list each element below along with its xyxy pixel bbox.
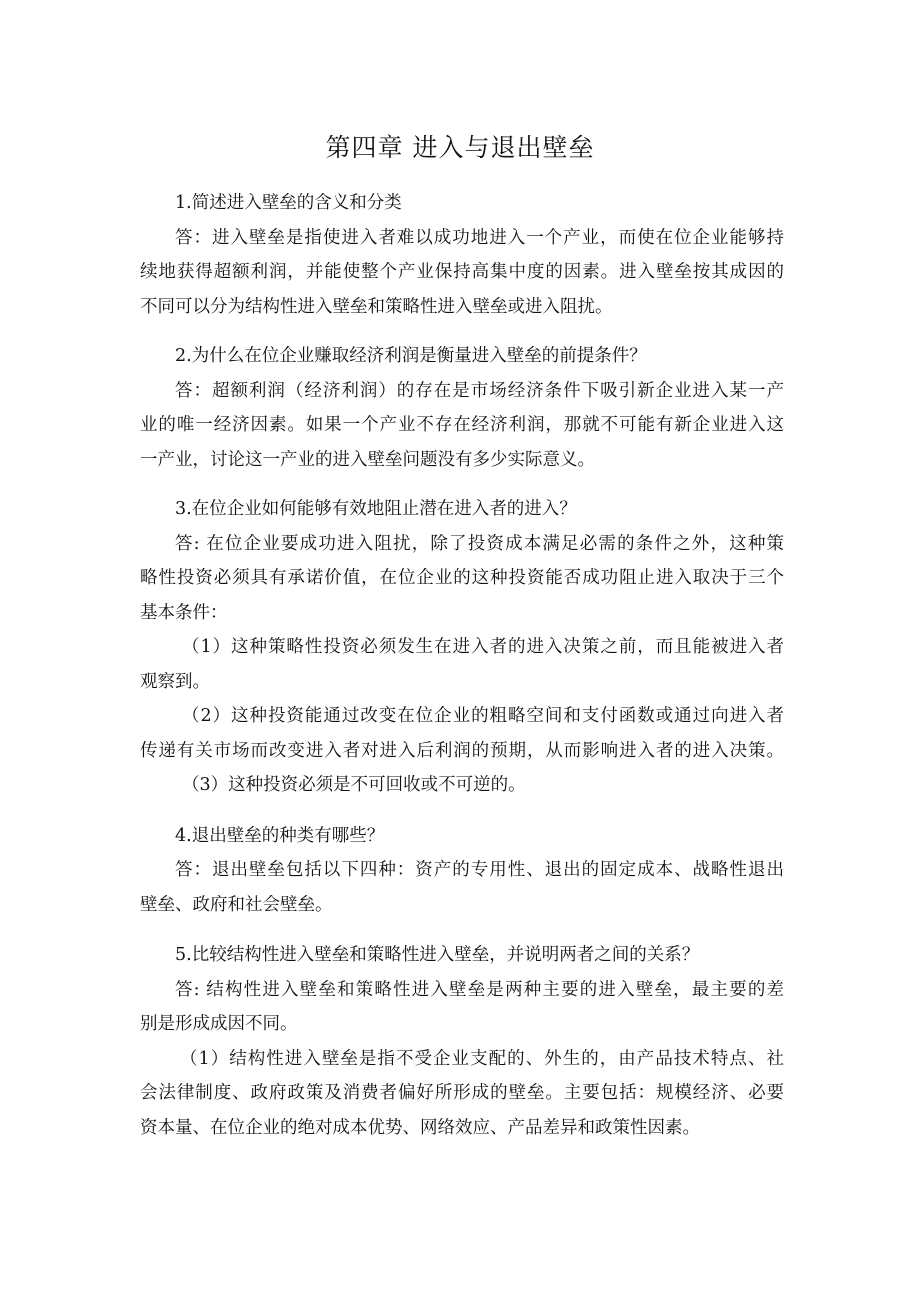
answer-3-point-1: 观察到。 [140, 671, 210, 692]
answer-1-line: 续地获得超额利润，并能使整个产业保持高集中度的因素。进入壁垒按其成因的 [140, 262, 784, 282]
qa-section-2 [140, 339, 784, 477]
qa-section-3 [140, 492, 784, 803]
answer-3-line: 答: 在位企业要成功进入阻扰，除了投资成本满足必需的条件之外，这种策 [175, 533, 784, 554]
section-spacer [140, 477, 784, 492]
qa-section-1 [140, 186, 784, 324]
answer-2-line: 业的唯一经济因素。如果一个产业不存在经济利润，那就不可能有新企业进入这 [140, 415, 784, 435]
section-spacer [140, 324, 784, 339]
qa-section-4 [140, 819, 784, 923]
document-body [140, 186, 784, 1145]
answer-1-line: 答：进入壁垒是指使进入者难以成功地进入一个产业，而使在位企业能够持 [175, 227, 784, 248]
answer-2-line: 答：超额利润（经济利润）的存在是市场经济条件下吸引新企业进入某一产 [175, 380, 784, 401]
answer-5-point-1: （1）结构性进入壁垒是指不受企业支配的、外生的，由产品技术特点、社 [180, 1048, 784, 1069]
answer-3-point-2: （2）这种投资能通过改变在位企业的粗略空间和支付函数或通过向进入者 [182, 706, 784, 726]
answer-3-line: 略性投资必须具有承诺价值，在位企业的这种投资能否成功阻止进入取决于三个 [140, 568, 784, 588]
answer-1-line: 不同可以分为结构性进入壁垒和策略性进入壁垒或进入阻扰。 [140, 296, 613, 317]
section-spacer [140, 803, 784, 819]
answer-4-line: 壁垒、政府和社会壁垒。 [140, 894, 333, 915]
question-3: 3.在位企业如何能够有效地阻止潜在进入者的进入？ [175, 499, 577, 519]
chapter-title: 第四章 进入与退出壁垒 [325, 133, 595, 162]
answer-3-point-3: （3）这种投资必须是不可回收或不可逆的。 [182, 775, 526, 795]
answer-3-point-1: （1）这种策略性投资必须发生在进入者的进入决策之前，而且能被进入者 [182, 637, 784, 657]
answer-3-point-2: 传递有关市场而改变进入者对进入后利润的预期，从而影响进入者的进入决策。 [140, 740, 784, 761]
answer-2-line: 一产业，讨论这一产业的进入壁垒问题没有多少实际意义。 [140, 449, 595, 470]
section-spacer [140, 922, 784, 938]
answer-5-line: 答: 结构性进入壁垒和策略性进入壁垒是两种主要的进入壁垒，最主要的差 [175, 979, 784, 1000]
answer-5-point-1: 会法律制度、政府政策及消费者偏好所形成的壁垒。主要包括：规模经济、必要 [140, 1083, 784, 1103]
question-4: 4.退出壁垒的种类有哪些？ [175, 825, 385, 846]
question-1: 1.简述进入壁垒的含义和分类 [175, 193, 402, 213]
question-5: 5.比较结构性进入壁垒和策略性进入壁垒，并说明两者之间的关系？ [175, 945, 700, 965]
answer-5-point-1: 资本量、在位企业的绝对成本优势、网络效应、产品差异和政策性因素。 [140, 1117, 700, 1138]
answer-5-line: 别是形成成因不同。 [140, 1014, 298, 1034]
question-2: 2.为什么在位企业赚取经济利润是衡量进入壁垒的前提条件？ [175, 346, 647, 366]
qa-section-5 [140, 938, 784, 1145]
answer-4-line: 答：退出壁垒包括以下四种：资产的专用性、退出的固定成本、战略性退出 [175, 860, 784, 880]
answer-3-line: 基本条件： [140, 602, 228, 623]
